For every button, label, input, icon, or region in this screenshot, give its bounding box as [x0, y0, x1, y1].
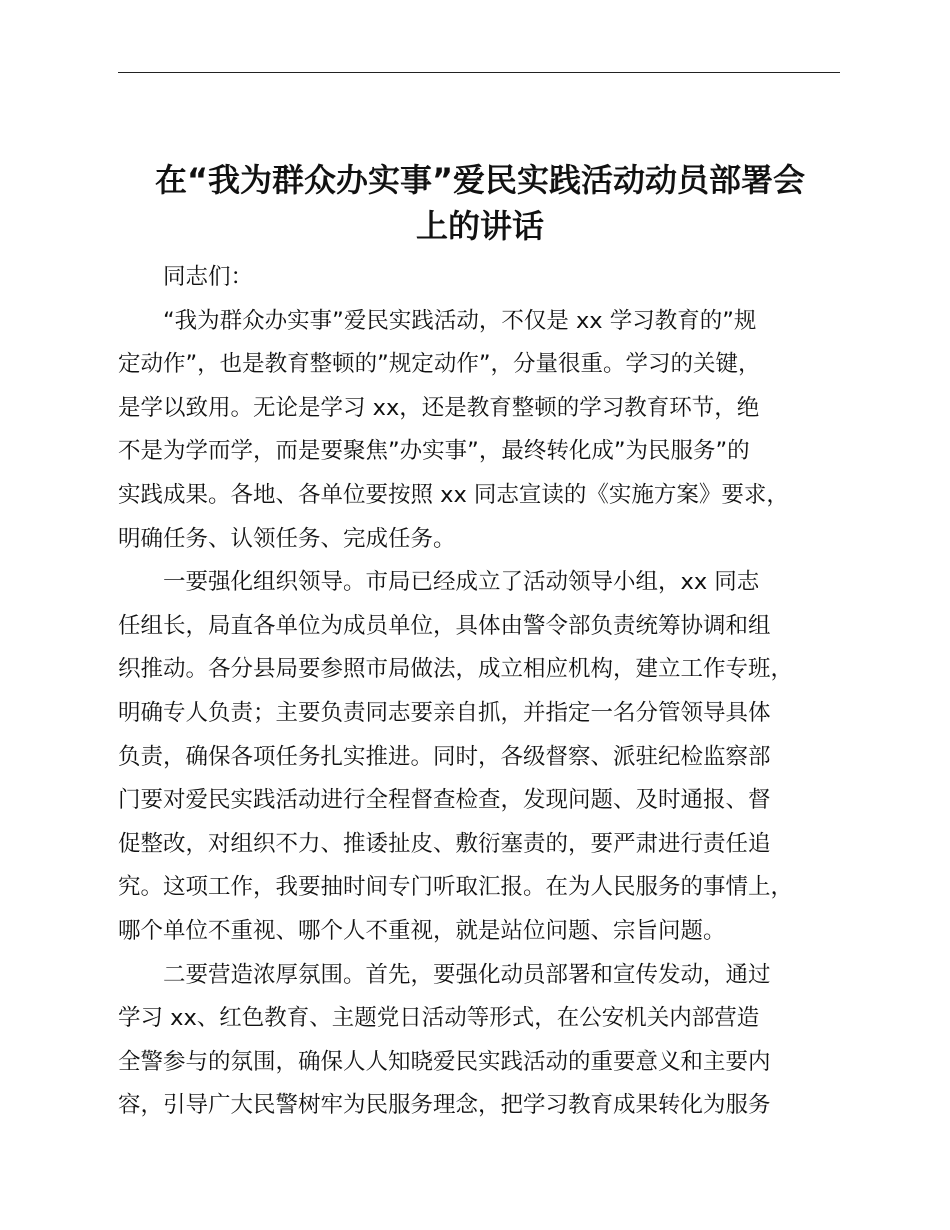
header-rule	[118, 72, 840, 73]
title-line-2: 上的讲话	[415, 207, 544, 246]
salutation: 同志们：	[163, 264, 254, 290]
paragraph-atmosphere: 二要营造浓厚氛围。首先，要强化动员部署和宣传发动，通过 学习 xx、红色教育、主题党日活动等形式，在公安机关内部营造 全警参与的氛围，确保人人知晓爱民实践活动的重要意义和主要内 容，引导广大民警树牢为民服务理念，把学习教育成果转化为服务	[118, 961, 771, 1119]
title-line-1: 在“我为群众办实事”爱民实践活动动员部署会	[154, 161, 806, 200]
paragraph-intro: “我为群众办实事”爱民实践活动，不仅是 xx 学习教育的”规 定动作”，也是教育整顿的”规定动作”，分量很重。学习的关键， 是学以致用。无论是学习 xx，还是教育整顿的学习教育环节，绝 不是为学而学，而是要聚焦”办实事”，最终转化成”为民服务”的 实践成果。各地、各单位要按照 xx 同志宣读的《实施方案》要求， 明确任务、认领任务、完成任务。	[118, 307, 789, 552]
paragraph-organization: 一要强化组织领导。市局已经成立了活动领导小组，xx 同志 任组长，局直各单位为成员单位，具体由警令部负责统筹协调和组 织推动。各分县局要参照市局做法，成立相应机构，建立工作专班， 明确专人负责；主要负责同志要亲自抓，并指定一名分管领导具体 负责，确保各项任务扎实推进。同时，各级督察、派驻纪检监察部 门要对爱民实践活动进行全程督查检查，发现问题、及时通报、督 促整改，对组织不力、推诿扯皮、敷衍塞责的，要严肃进行责任追 究。这项工作，我要抽时间专门听取汇报。在为人民服务的事情上， 哪个单位不重视、哪个人不重视，就是站位问题、宗旨问题。	[118, 569, 794, 944]
document-title	[100, 157, 860, 249]
speech-body	[118, 256, 862, 1128]
